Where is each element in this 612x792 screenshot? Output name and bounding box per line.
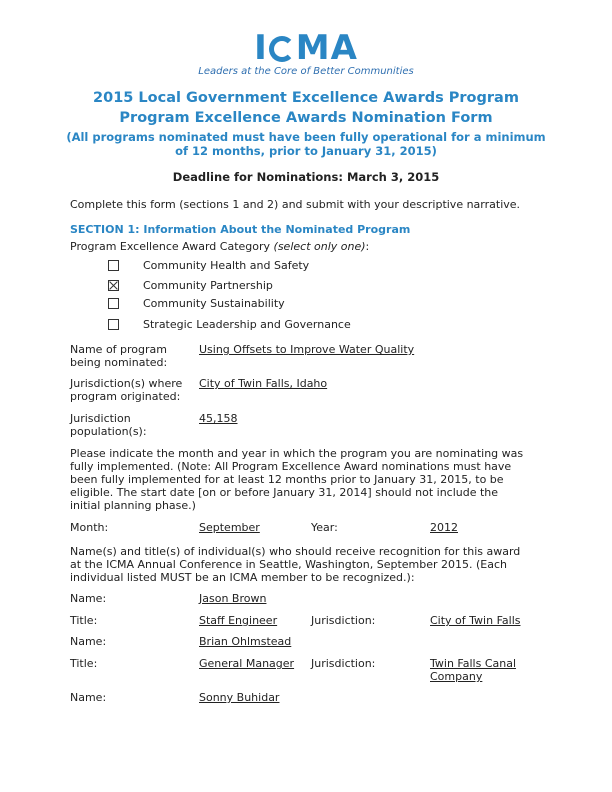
person2-jurisdiction-label: Jurisdiction: bbox=[311, 657, 376, 670]
recognition-line2: at the ICMA Annual Conference in Seattle, Washington, September 2015. (Each bbox=[70, 558, 508, 571]
checkbox-strategic-leadership[interactable] bbox=[108, 319, 119, 330]
program-name-label-line1: Name of program bbox=[70, 343, 168, 356]
category-community-sustainability: Community Sustainability bbox=[143, 297, 285, 310]
person1-name-label: Name: bbox=[70, 592, 107, 605]
person2-title-label: Title: bbox=[70, 657, 98, 670]
deadline: Deadline for Nominations: March 3, 2015 bbox=[172, 170, 440, 184]
category-label-text: Program Excellence Award Category bbox=[70, 240, 271, 253]
person1-jurisdiction-value[interactable]: City of Twin Falls bbox=[430, 614, 521, 627]
section1-heading: SECTION 1: Information About the Nominated Program bbox=[70, 223, 411, 236]
implementation-line1: Please indicate the month and year in which the program you are nominating was bbox=[70, 447, 524, 460]
jurisdiction-label-line1: Jurisdiction(s) where bbox=[70, 377, 183, 390]
form-title-note-line2: of 12 months, prior to January 31, 2015) bbox=[175, 144, 437, 158]
implementation-line3: been fully implemented for at least 12 months prior to January 31, 2015, to be bbox=[70, 473, 504, 486]
category-community-health-safety: Community Health and Safety bbox=[143, 259, 310, 272]
intro-text: Complete this form (sections 1 and 2) and submit with your descriptive narrative. bbox=[70, 198, 521, 211]
program-name-label-line2: being nominated: bbox=[70, 356, 168, 369]
form-title-note bbox=[0, 130, 612, 158]
year-value[interactable]: 2012 bbox=[430, 521, 458, 534]
category-community-partnership: Community Partnership bbox=[143, 279, 273, 292]
checkbox-community-health-safety[interactable] bbox=[108, 260, 119, 271]
person2-name-value[interactable]: Brian Ohlmstead bbox=[199, 635, 292, 648]
implementation-line2: fully implemented. (Note: All Program Excellence Award nominations must have bbox=[70, 460, 512, 473]
form-title-note-line1: (All programs nominated must have been fully operational for a minimum bbox=[66, 130, 546, 144]
person2-name-label: Name: bbox=[70, 635, 107, 648]
population-label bbox=[70, 412, 147, 438]
program-name-label bbox=[70, 343, 167, 369]
checkbox-community-sustainability[interactable] bbox=[108, 298, 119, 309]
category-label bbox=[70, 240, 369, 253]
icma-logo bbox=[0, 30, 612, 66]
recognition-line1: Name(s) and title(s) of individual(s) who should receive recognition for this award bbox=[70, 545, 521, 558]
month-label: Month: bbox=[70, 521, 109, 534]
recognition-instructions bbox=[70, 545, 540, 584]
person1-name-value[interactable]: Jason Brown bbox=[199, 592, 267, 605]
implementation-line4: eligible. The start date [on or before January 31, 2014] should not include the bbox=[70, 486, 499, 499]
logo-text-i: I bbox=[254, 28, 268, 68]
person2-jurisdiction-line2: Company bbox=[430, 670, 483, 683]
month-value[interactable]: September bbox=[199, 521, 260, 534]
population-value[interactable]: 45,158 bbox=[199, 412, 238, 425]
category-hint: (select only one) bbox=[273, 240, 366, 253]
recognition-line3: individual listed MUST be an ICMA member to be recognized.): bbox=[70, 571, 415, 584]
population-label-line1: Jurisdiction bbox=[70, 412, 131, 425]
category-strategic-leadership: Strategic Leadership and Governance bbox=[143, 318, 351, 331]
logo-text-ma: MA bbox=[295, 28, 358, 68]
population-label-line2: population(s): bbox=[70, 425, 147, 438]
person1-title-value[interactable]: Staff Engineer bbox=[199, 614, 278, 627]
jurisdiction-label bbox=[70, 377, 182, 403]
logo-c-ring-icon bbox=[269, 36, 295, 62]
person2-jurisdiction-value[interactable] bbox=[430, 657, 516, 683]
jurisdiction-value[interactable]: City of Twin Falls, Idaho bbox=[199, 377, 328, 390]
person2-title-value[interactable]: General Manager bbox=[199, 657, 295, 670]
jurisdiction-label-line2: program originated: bbox=[70, 390, 181, 403]
person3-name-value[interactable]: Sonny Buhidar bbox=[199, 691, 280, 704]
person2-jurisdiction-line1: Twin Falls Canal bbox=[430, 657, 517, 670]
program-name-value[interactable]: Using Offsets to Improve Water Quality bbox=[199, 343, 415, 356]
year-label: Year: bbox=[311, 521, 338, 534]
person1-jurisdiction-label: Jurisdiction: bbox=[311, 614, 376, 627]
person1-title-label: Title: bbox=[70, 614, 98, 627]
checkbox-community-partnership[interactable] bbox=[108, 280, 119, 291]
implementation-line5: initial planning phase.) bbox=[70, 499, 196, 512]
form-title-nomination: Program Excellence Awards Nomination Form bbox=[119, 110, 493, 126]
implementation-instructions bbox=[70, 447, 540, 512]
category-colon: : bbox=[365, 240, 370, 253]
person3-name-label: Name: bbox=[70, 691, 107, 704]
logo-tagline: Leaders at the Core of Better Communities bbox=[198, 66, 414, 77]
form-title-program: 2015 Local Government Excellence Awards Program bbox=[93, 90, 519, 106]
